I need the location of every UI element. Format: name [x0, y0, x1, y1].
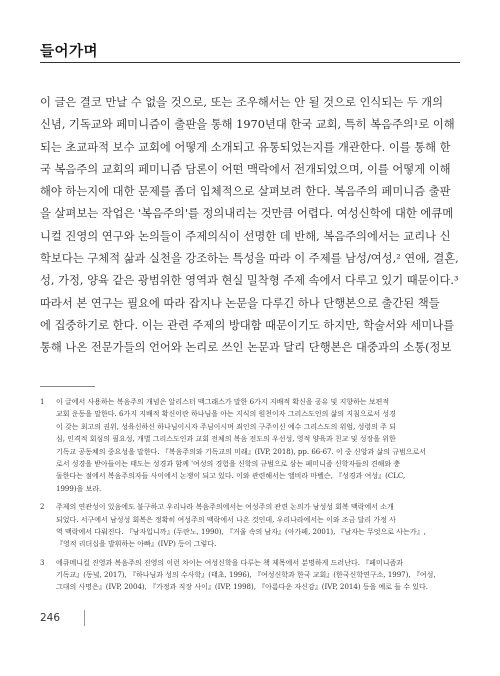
- footnote-line: 에큐메니컬 진영과 복음주의 진영의 이런 차이는 여성신학을 다루는 책 제목에서 분명하게 드러난다. 『페미니즘과: [56, 558, 403, 567]
- footnote-number: 3: [40, 558, 45, 567]
- footnote-line: 로서 성경을 받아들이는 태도는 성경과 함께 '여성의 경험을 신학의 규범으로 삼는 페미니즘 신학자들의 견해와 충: [56, 459, 401, 468]
- page-number-divider: [84, 610, 85, 626]
- footnote-line: 주제의 연관성이 있음에도 불구하고 우리나라 복음주의에서는 여성주의 관련 논의가 남성성 회복 맥락에서 소개: [56, 503, 394, 512]
- body-line: 성, 가정, 양육 같은 광범위한 영역과 현실 밀착형 주제 속에서 다루고 있기 때문이다.³: [40, 274, 459, 288]
- body-line: 니컬 진영의 연구와 논의들이 주제의식이 선명한 데 반해, 복음주의에서는 교리나 신: [40, 229, 451, 243]
- footnote-line: 돌한다는 점에서 복음주의자들 사이에서 논쟁이 되고 있다. 이와 관련해서는 엘비라 마벨슨, 『성경과 여성』(CLC,: [56, 472, 406, 481]
- footnote-line: 기독교』(동녘, 2017), 『하나님과 성의 수사학』(태초, 1996), 『여성신학과 한국 교회』(한국신학연구소, 1997), 『여성,: [56, 571, 436, 580]
- footnote-separator: [40, 386, 95, 387]
- body-line: 국 복음주의 교회의 페미니즘 담론이 어떤 맥락에서 전개되었으며, 이를 어떻게 이해: [40, 162, 451, 176]
- footnote: [40, 501, 465, 551]
- footnote-line: 교회 운동을 말한다. 6가지 지배적 확신이란 하나님을 아는 지식의 원천이자 그리스도인의 삶의 지침으로서 성경: [56, 410, 396, 419]
- footnote-line: 그대의 사명은』(IVP, 2004), 『가정과 직장 사이』(IVP, 1998), 『아름다운 자신감』(IVP, 2014) 등을 예로 들 수 있다.: [56, 583, 429, 592]
- footnote-line: 이 글에서 사용하는 복음주의 개념은 알리스터 맥그래스가 말한 6가지 지배적 확신을 공유 및 지향하는 보편적: [56, 398, 390, 406]
- footnote-line: 1999)을 보라.: [56, 484, 102, 493]
- footnote-line: 『영적 리더십을 발휘하는 아빠』(IVP) 등이 그렇다.: [56, 540, 217, 549]
- footnote-line: 기독교 공동체의 중요성을 말한다. 『복음주의와 기독교의 미래』(IVP, 2018), pp. 66-67. 이 중 신앙과 삶의 규범으로서: [56, 447, 426, 456]
- footnote-number: 1: [40, 398, 45, 406]
- body-line: 에 집중하기로 한다. 이는 관련 주제의 방대함 때문이기도 하지만, 학술서와 세미나를: [40, 318, 455, 332]
- footnotes: [40, 396, 465, 600]
- body-line: 신념, 기독교와 페미니즘이 출판을 통해 1970년대 한국 교회, 특히 복음주의¹로 이해: [40, 118, 455, 132]
- body-line: 을 살펴보는 작업은 '복음주의'를 정의내리는 것만큼 어렵다. 여성신학에 대한 에큐메: [40, 207, 454, 221]
- body-line: 학보다는 구체적 삶과 실천을 강조하는 특성을 따라 이 주제를 남성/여성,² 연애, 결혼,: [40, 252, 459, 266]
- body-line: 해야 하는지에 대한 문제를 좀더 입체적으로 살펴보려 한다. 복음주의 페미니즘 출판: [40, 185, 451, 199]
- body-line: 따라서 본 연구는 필요에 따라 잡지나 논문을 다루긴 하나 단행본으로 출간된 책들: [40, 296, 440, 310]
- footnote-line: 역 맥락에서 다뤄진다. 『남자입니까』(두란노, 1990), 『거울 속의 남자』(아가페, 2001), 『남자는 무엇으로 사는가』,: [56, 527, 426, 536]
- footnote-number: 2: [40, 503, 45, 512]
- body-text: [40, 92, 460, 360]
- footnote-line: 심, 인격적 회심의 필요성, 개별 그리스도인과 교회 전체의 복음 전도의 우선성, 영적 양육과 친교 및 성장을 위한: [56, 435, 396, 444]
- footnote-line: 되었다. 서구에서 남성성 회복은 정확히 여성주의 맥락에서 나온 것인데, 우리나라에서는 이와 조금 달리 가정 사: [56, 515, 396, 524]
- footnote-line: 이 갖는 최고의 권위, 성육신하신 하나님이시자 주님이시며 죄인의 구주이신 예수 그리스도의 위엄, 성령의 주 되: [56, 422, 396, 431]
- body-line: 통해 나온 전문가들의 언어와 논리로 쓰인 논문과 달리 단행본은 대중과의 소통(정보: [40, 341, 452, 355]
- footnote: [40, 557, 465, 594]
- title-divider: [40, 62, 460, 63]
- body-line: 되는 초교파적 보수 교회에 어떻게 소개되고 유통되었는지를 개관한다. 이를 통해 한: [40, 140, 451, 154]
- page-number: 246: [40, 612, 61, 624]
- footnote: [40, 396, 465, 495]
- body-line: 이 글은 결코 만날 수 없을 것으로, 또는 조우해서는 안 될 것으로 인식되는 두 개의: [40, 96, 444, 109]
- section-title: 들어가며: [40, 44, 99, 60]
